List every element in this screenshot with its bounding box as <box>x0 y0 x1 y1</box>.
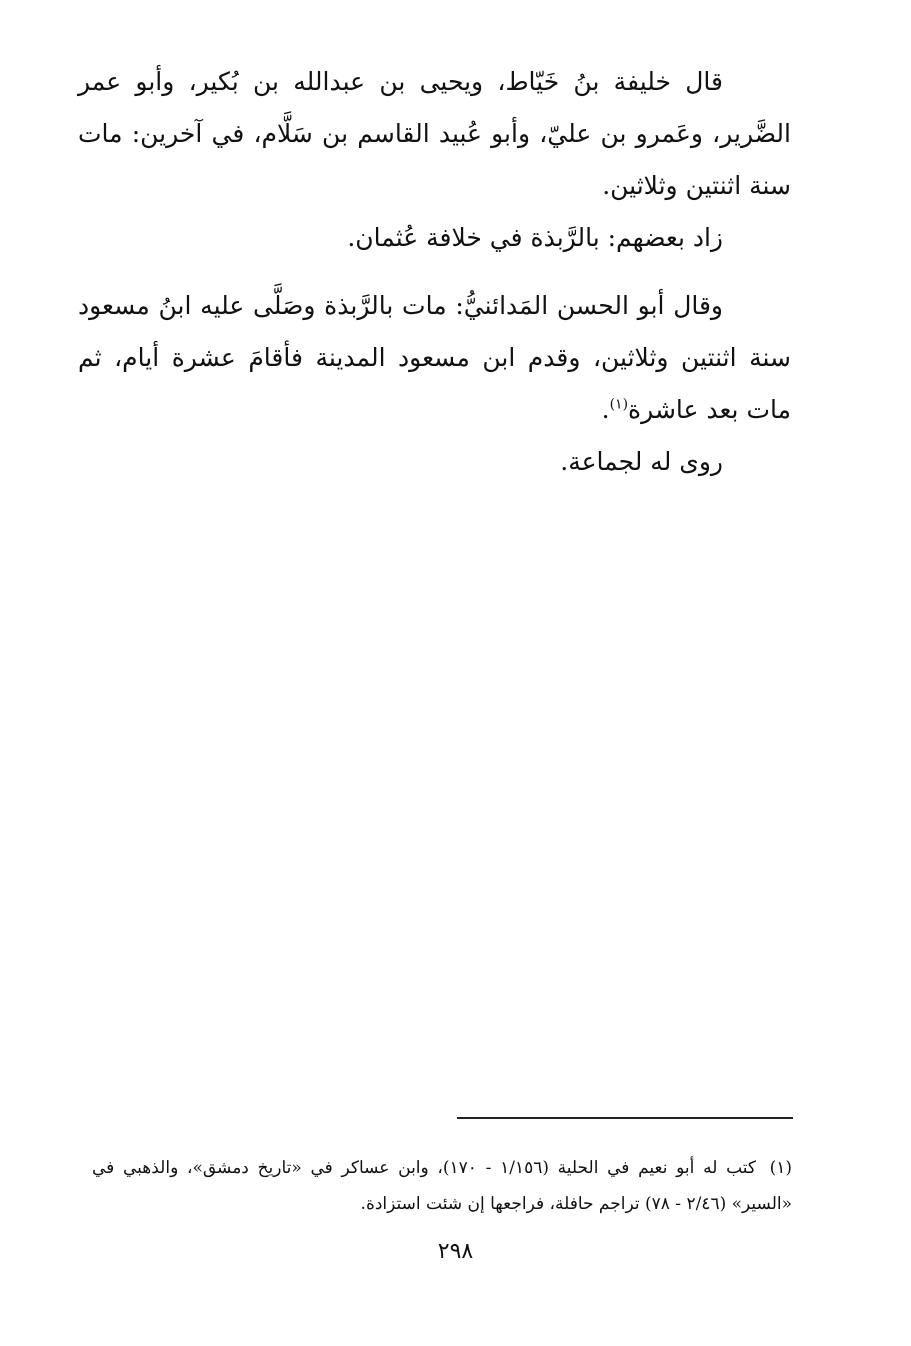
end-period: . <box>601 395 610 424</box>
paragraph-death-reports: قال خليفة بنُ خَيّاط، ويحيى بن عبدالله بن بُكير، وأبو عمر الضَّرير، وعَمرو بن عليّ، وأبو عُبيد القاسم بن سَلَّام، في آخرين: مات سنة اثنتين وثلاثين. <box>78 67 791 200</box>
footnote-ref-1[interactable]: (١) <box>609 396 629 413</box>
footnotes <box>92 1150 792 1222</box>
footnote-text: كتب له أبو نعيم في الحلية (١/١٥٦ - ١٧٠)، وابن عساكر في «تاريخ دمشق»، والذهبي في «السير» (٢/٤٦ - ٧٨) تراجم حافلة، فراجعها إن شئت استزادة. <box>92 1158 792 1214</box>
footnote-marker: (١) <box>769 1158 792 1178</box>
footnote-1 <box>92 1150 792 1222</box>
madaini-report-text: وقال أبو الحسن المَدائنيُّ: مات بالرَّبذة وصَلَّى عليه ابنُ مسعود سنة اثنتين وثلاثين، وقدم ابن مسعود المدينة فأقامَ عشرة أيام، ثم مات بعد عاشرة <box>78 291 791 424</box>
footnote-divider <box>457 1117 793 1119</box>
paragraph-narration-note: روى له لجماعة. <box>560 447 723 476</box>
main-text <box>78 56 791 488</box>
paragraph-madaini-report <box>78 280 791 436</box>
paragraph-rabadha-note: زاد بعضهم: بالرَّبذة في خلافة عُثمان. <box>347 223 723 252</box>
page-number: ٢٩٨ <box>437 1239 474 1264</box>
